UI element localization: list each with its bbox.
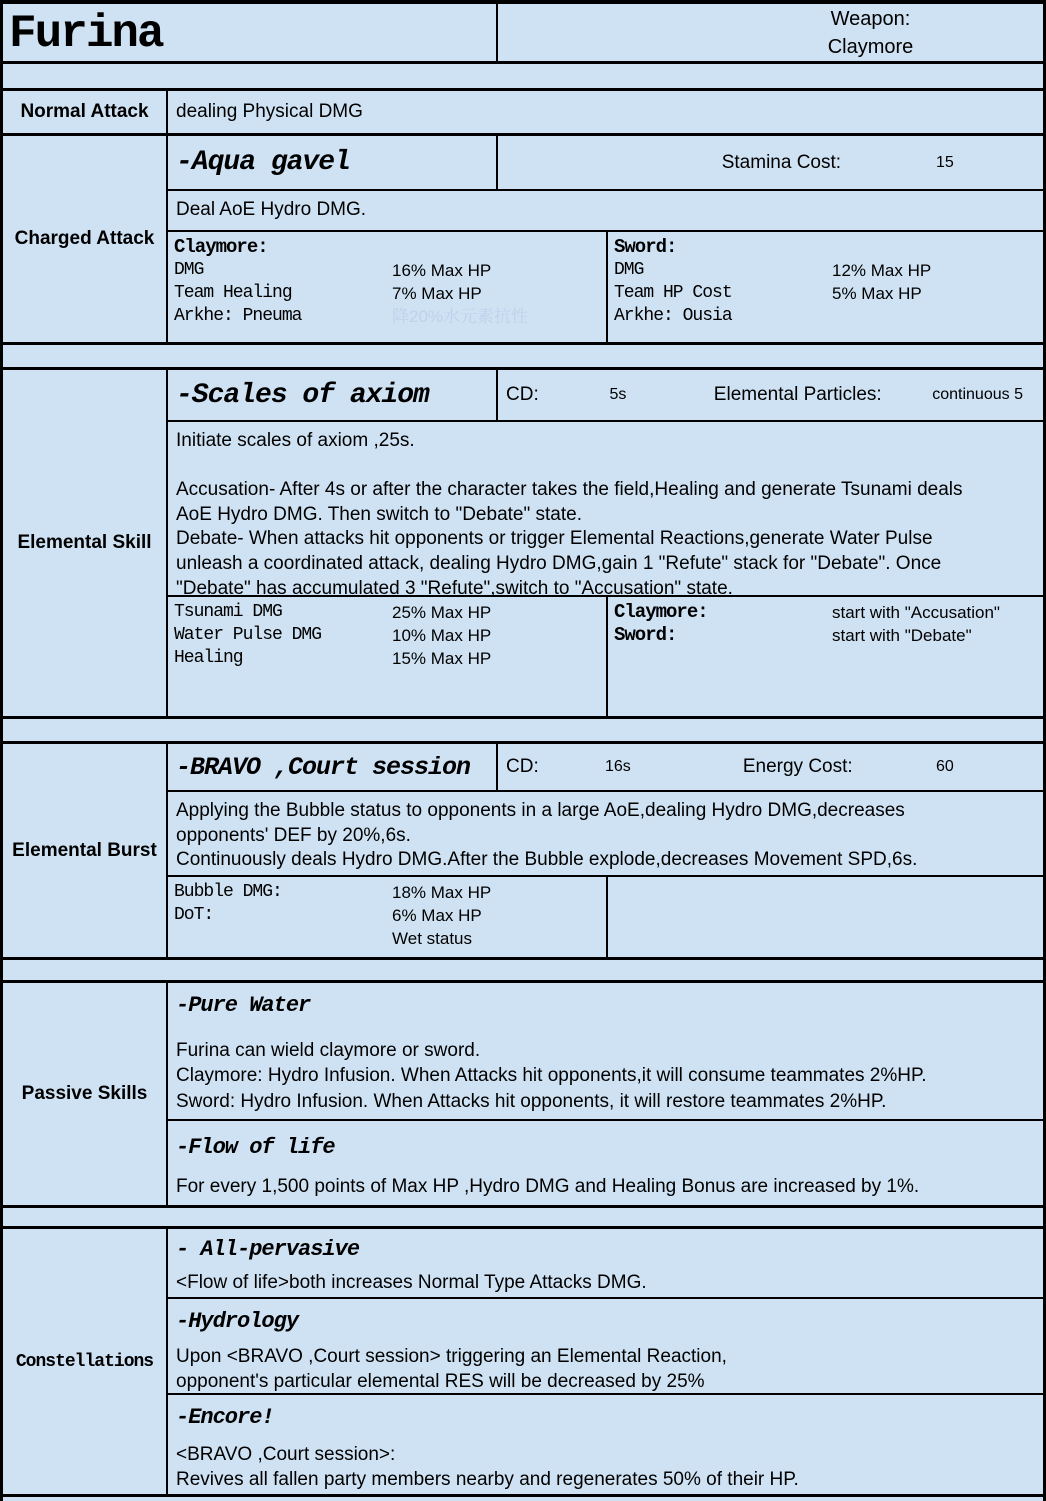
energy-cost-label: Energy Cost: xyxy=(742,756,853,777)
cd-value: 5s xyxy=(609,386,627,403)
passive-skill-flow-of-life xyxy=(168,1119,1043,1205)
weapon-value: Claymore xyxy=(827,35,914,58)
stat-row: Healing 15% Max HP xyxy=(174,648,492,668)
stat-row: Arkhe: Pneuma 降20%水元素抗性 xyxy=(174,306,529,326)
passive-title: -Flow of life xyxy=(176,1135,335,1160)
stat-row: Claymore: start with "Accusation" xyxy=(614,601,1000,623)
stat-row: Sword: start with "Debate" xyxy=(614,624,972,646)
passive-title: -Pure Water xyxy=(176,993,311,1018)
stamina-cost-label: Stamina Cost: xyxy=(721,151,842,173)
constellation-encore xyxy=(168,1393,1043,1494)
section-elemental-skill xyxy=(3,367,1043,719)
stat-row: Water Pulse DMG 10% Max HP xyxy=(174,625,492,645)
constellation-title: - All-pervasive xyxy=(176,1237,360,1262)
skill-values xyxy=(168,597,608,716)
section-constellations xyxy=(3,1226,1043,1497)
passive-skill-pure-water xyxy=(168,983,1043,1119)
elemental-burst-label: Elemental Burst xyxy=(3,744,168,957)
elemental-burst-title: -BRAVO ,Court session xyxy=(176,752,471,782)
character-name: Furina xyxy=(3,4,498,61)
stat-row: Bubble DMG: 18% Max HP xyxy=(174,882,492,902)
passive-skills-label: Passive Skills xyxy=(3,983,168,1205)
spacer xyxy=(3,345,1043,367)
skill-weapon-states xyxy=(608,597,1043,716)
stat-row: Team HP Cost 5% Max HP xyxy=(614,283,922,303)
stat-row: Arkhe: Ousia xyxy=(614,306,732,326)
constellation-desc: <Flow of life>both increases Normal Type Attacks DMG. xyxy=(176,1272,647,1293)
constellations-label: Constellations xyxy=(3,1229,168,1494)
spacer xyxy=(3,64,1043,88)
elemental-burst-stats xyxy=(168,875,1043,957)
claymore-stats xyxy=(168,232,608,342)
constellation-title: -Encore! xyxy=(176,1405,274,1430)
spacer xyxy=(3,960,1043,980)
charged-attack-desc: Deal AoE Hydro DMG. xyxy=(176,199,367,220)
energy-cost-value: 60 xyxy=(935,758,954,775)
sword-stats xyxy=(608,232,1043,342)
charged-attack-title: -Aqua gavel xyxy=(176,147,350,178)
particles-value: continuous 5 xyxy=(932,386,1023,403)
normal-attack-label: Normal Attack xyxy=(3,91,168,133)
elemental-burst-titlebar xyxy=(168,744,1043,792)
burst-empty-cell xyxy=(608,877,1043,957)
spacer xyxy=(3,719,1043,741)
stamina-cost-value: 15 xyxy=(935,153,954,171)
cd-label: CD: xyxy=(506,384,539,405)
stat-row: DoT: 6% Max HP xyxy=(174,905,482,925)
cd-value: 16s xyxy=(604,758,631,775)
constellation-all-pervasive xyxy=(168,1229,1043,1297)
header xyxy=(3,0,1043,64)
elemental-skill-title: -Scales of axiom xyxy=(176,379,429,411)
passive-desc: Furina can wield claymore or sword. Claymore: Hydro Infusion. When Attacks hit opponents,it will consume teammates 2%HP. Sword: Hydro Infusion. When Attacks hit opponents, it will restore teammates 2%HP. xyxy=(176,1040,927,1112)
charged-attack-label: Charged Attack xyxy=(3,136,168,342)
normal-attack-desc: dealing Physical DMG xyxy=(176,101,363,122)
constellation-desc: Upon <BRAVO ,Court session> triggering an Elemental Reaction, opponent's particular elemental RES will be decreased by 25% xyxy=(176,1346,727,1393)
weapon-cell xyxy=(498,4,1043,61)
cd-label: CD: xyxy=(506,756,539,777)
stat-row: DMG 16% Max HP xyxy=(174,260,492,280)
elemental-burst-desc: Applying the Bubble status to opponents in a large AoE,dealing Hydro DMG,decreases opponents' DEF by 20%,6s. Continuously deals Hydro DMG.After the Bubble explode,decreases Movement SPD,6s. xyxy=(176,800,918,871)
weapon-label: Weapon: xyxy=(830,7,911,30)
stat-row: Team Healing 7% Max HP xyxy=(174,283,482,303)
elemental-skill-label: Elemental Skill xyxy=(3,370,168,716)
elemental-skill-titlebar xyxy=(168,370,1043,422)
charged-attack-row xyxy=(3,136,1043,342)
elemental-skill-stats xyxy=(168,595,1043,716)
claymore-header: Claymore: xyxy=(174,236,268,258)
sword-header: Sword: xyxy=(614,236,677,258)
section-attacks xyxy=(3,88,1043,345)
stat-row: Tsunami DMG 25% Max HP xyxy=(174,602,492,622)
watermark-text: 降20%水元素抗性 xyxy=(392,307,529,326)
constellation-hydrology xyxy=(168,1297,1043,1393)
burst-values xyxy=(168,877,608,957)
charged-attack-titlebar xyxy=(168,136,1043,191)
section-elemental-burst xyxy=(3,741,1043,960)
constellation-title: -Hydrology xyxy=(176,1309,299,1334)
elemental-skill-desc: Initiate scales of axiom ,25s. Accusation- After 4s or after the character takes the field,Healing and generate Tsunami deals AoE Hydro DMG. Then switch to "Debate" state. Debate- When attacks hit opponents or trigger Elemental Reactions,generate Water Pulse unleash a coordinated attack, dealing Hydro DMG,gain 1 "Refute" stack for "Debate". Once "Debate" has accumulated 3 "Refute",switch to "Accusation" state. xyxy=(176,430,963,599)
stat-row: Wet status xyxy=(392,929,472,948)
particles-label: Elemental Particles: xyxy=(713,384,882,405)
section-passive-skills xyxy=(3,980,1043,1208)
normal-attack-row xyxy=(3,91,1043,136)
spacer xyxy=(3,1208,1043,1226)
constellation-desc: <BRAVO ,Court session>: Revives all fallen party members nearby and regenerates 50% of their HP. xyxy=(176,1444,799,1491)
stat-row: DMG 12% Max HP xyxy=(614,260,932,280)
charged-attack-stats xyxy=(168,230,1043,342)
passive-desc: For every 1,500 points of Max HP ,Hydro DMG and Healing Bonus are increased by 1%. xyxy=(176,1176,920,1197)
